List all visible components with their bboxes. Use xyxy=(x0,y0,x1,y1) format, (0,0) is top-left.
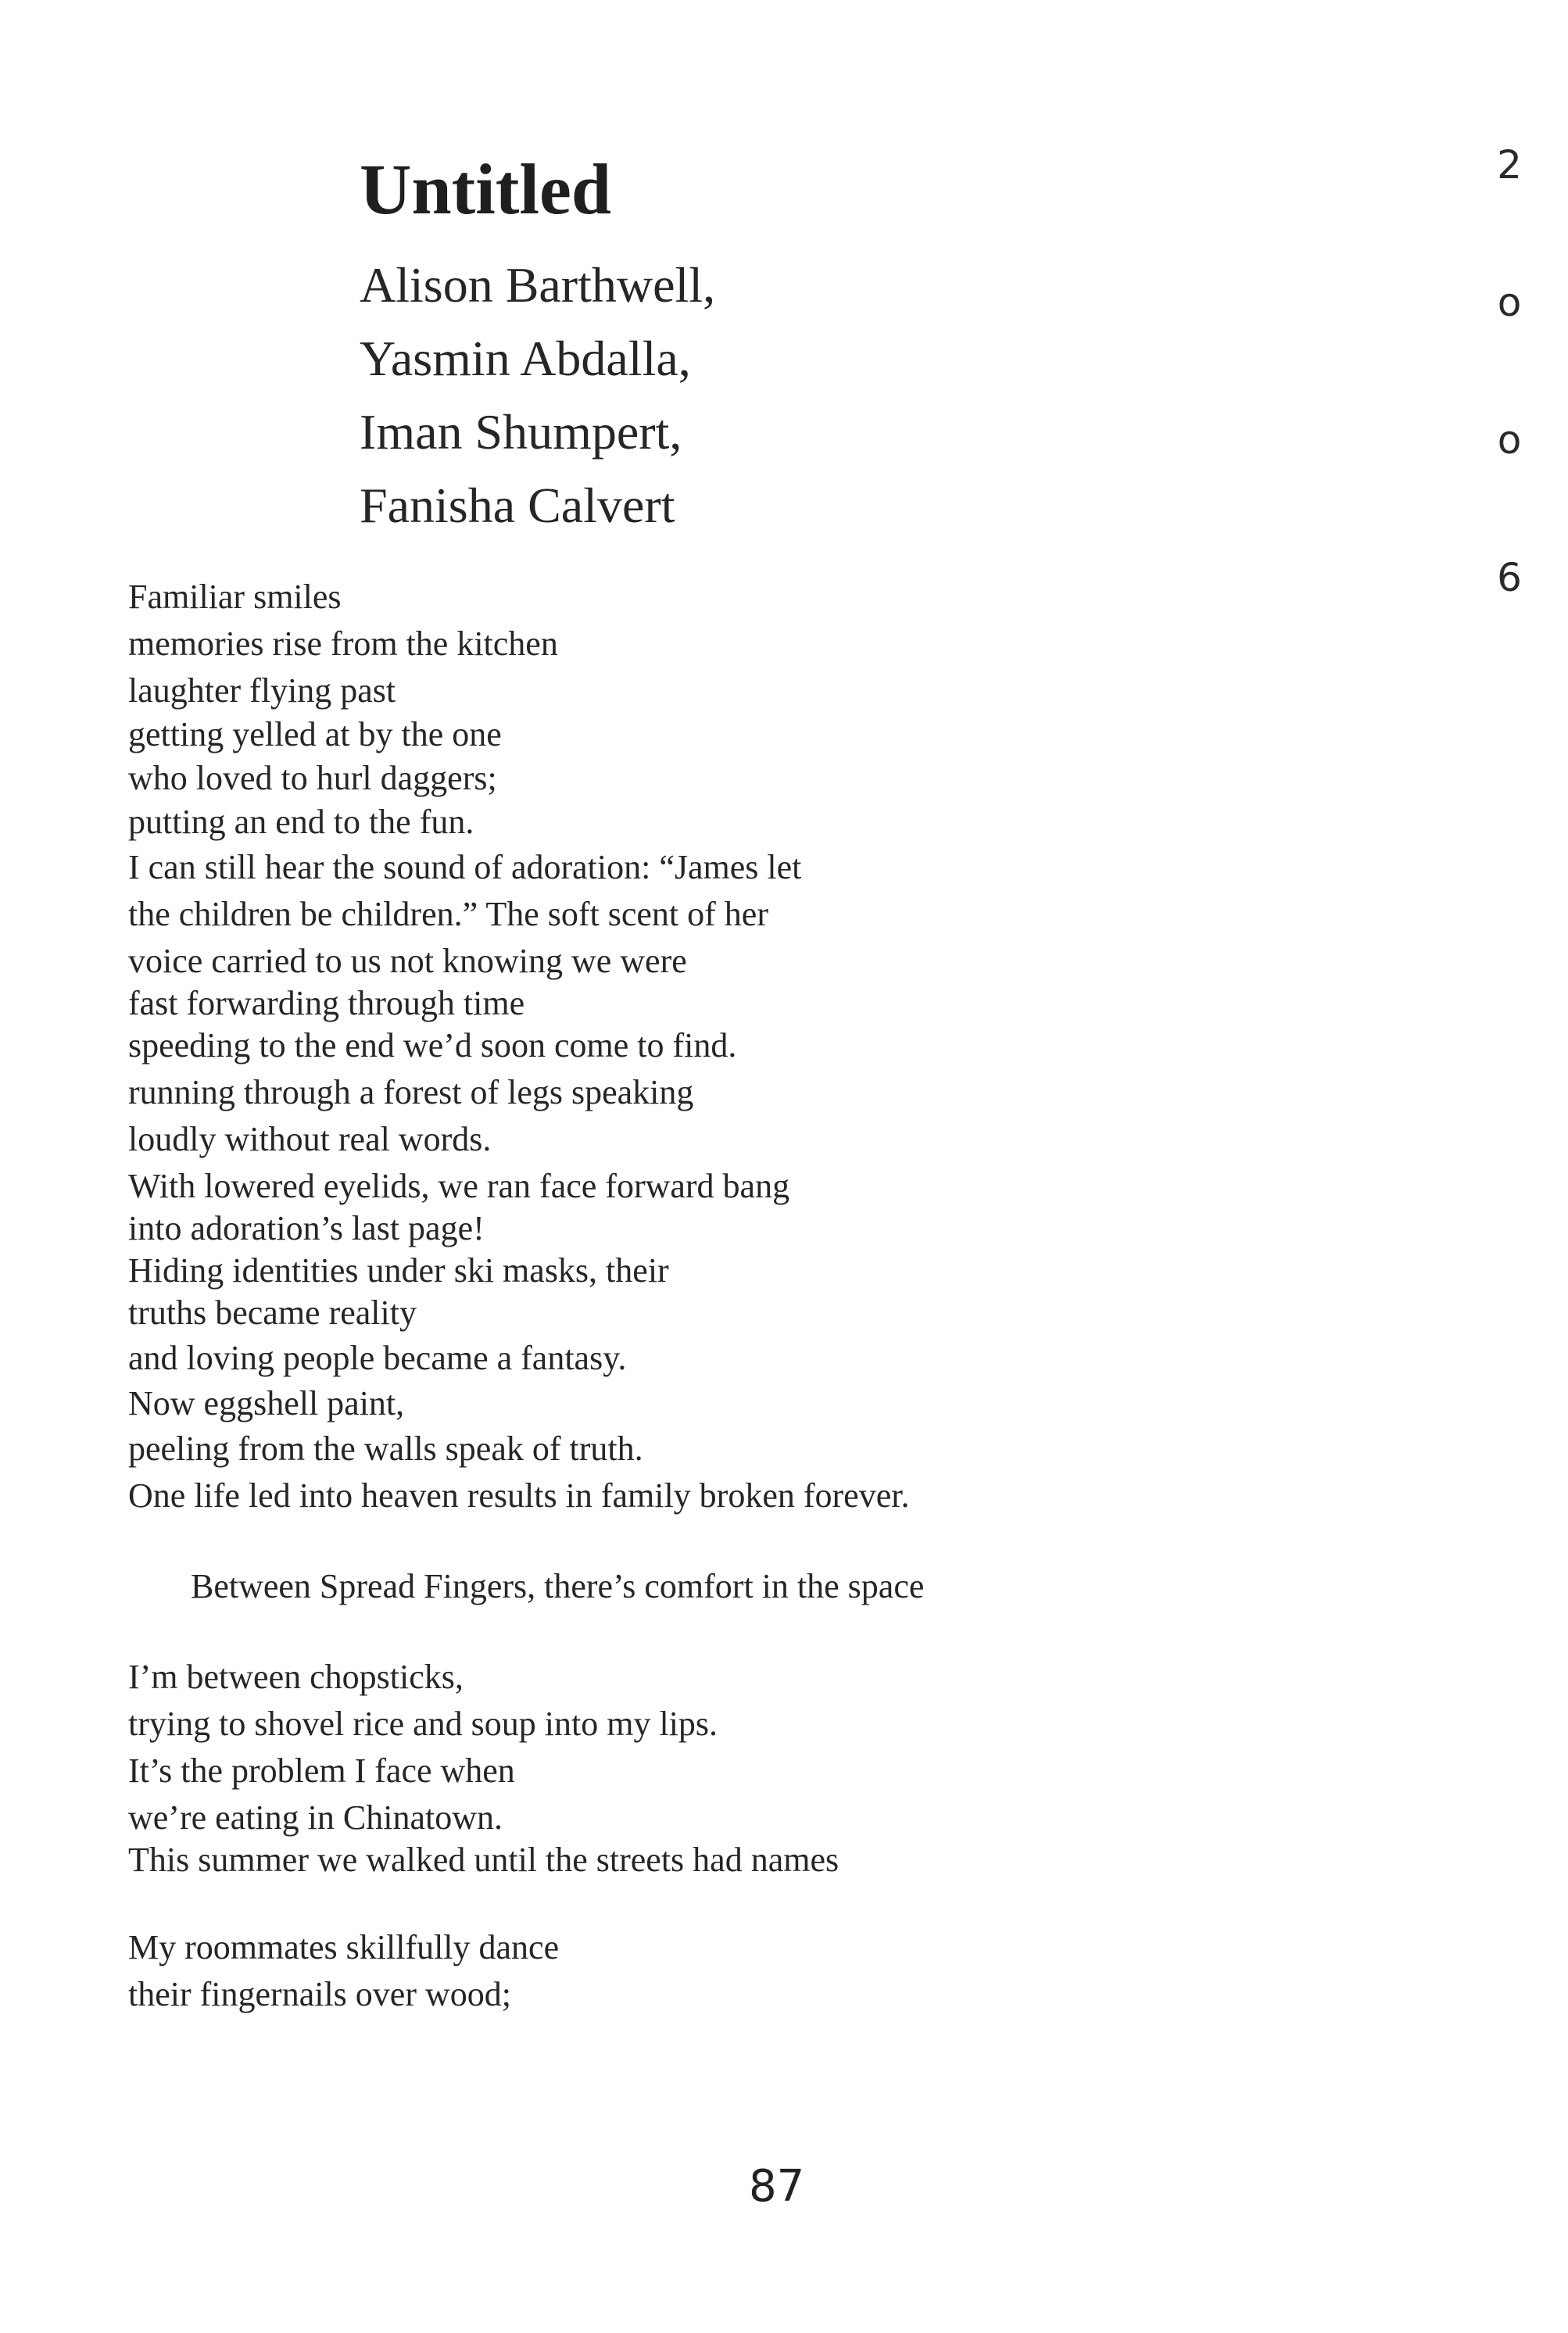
poem-line: putting an end to the fun. xyxy=(128,803,474,841)
year-digit: o xyxy=(1497,280,1522,325)
author-name: Yasmin Abdalla, xyxy=(360,331,691,386)
poem-line: who loved to hurl daggers; xyxy=(128,759,497,797)
author-name: Alison Barthwell, xyxy=(360,257,716,313)
poem-line: fast forwarding through time xyxy=(128,984,525,1022)
section-subtitle: Between Spread Fingers, there’s comfort in the space xyxy=(191,1567,925,1605)
poem-line: and loving people became a fantasy. xyxy=(128,1339,627,1377)
poem-line: loudly without real words. xyxy=(128,1120,492,1158)
poem-line: speeding to the end we’d soon come to find. xyxy=(128,1026,737,1065)
poem-line: Familiar smiles xyxy=(128,578,342,616)
author-name: Iman Shumpert, xyxy=(360,404,682,460)
author-name: Fanisha Calvert xyxy=(360,478,675,533)
page-number: 87 xyxy=(749,2161,805,2212)
poem-line: into adoration’s last page! xyxy=(128,1209,485,1247)
poem-title: Untitled xyxy=(360,149,611,229)
poem-line: Hiding identities under ski masks, their xyxy=(128,1251,669,1290)
poem-line: One life led into heaven results in family broken forever. xyxy=(128,1476,910,1515)
year-vertical xyxy=(1490,142,1529,696)
stanza-3 xyxy=(128,1930,559,2012)
poem-line: getting yelled at by the one xyxy=(128,715,502,753)
poem-line: I can still hear the sound of adoration: “James let xyxy=(128,848,802,886)
stanza-1 xyxy=(128,580,909,1513)
stanza-2 xyxy=(128,1660,839,1877)
poem-line: running through a forest of legs speaking xyxy=(128,1073,694,1111)
poem-line: laughter flying past xyxy=(128,671,396,710)
poem-line: peeling from the walls speak of truth. xyxy=(128,1429,643,1468)
poem-line: trying to shovel rice and soup into my lips. xyxy=(128,1705,718,1743)
year-digit: o xyxy=(1497,417,1522,463)
poem-line: With lowered eyelids, we ran face forward bang xyxy=(128,1167,790,1205)
poem-line: voice carried to us not knowing we were xyxy=(128,942,687,980)
poem-line: Now eggshell paint, xyxy=(128,1384,405,1422)
poem-line: This summer we walked until the streets had names xyxy=(128,1841,839,1879)
poem-line: It’s the problem I face when xyxy=(128,1752,515,1790)
poem-line: we’re eating in Chinatown. xyxy=(128,1798,503,1837)
poem-line: I’m between chopsticks, xyxy=(128,1658,464,1696)
poem-line: their fingernails over wood; xyxy=(128,1975,511,2013)
author-list xyxy=(360,249,715,542)
year-digit: 6 xyxy=(1497,555,1522,600)
poem-line: memories rise from the kitchen xyxy=(128,624,558,663)
poem-line: the children be children.” The soft scent of her xyxy=(128,895,768,933)
year-digit: 2 xyxy=(1497,142,1522,188)
poem-line: truths became reality xyxy=(128,1294,417,1332)
poem-line: My roommates skillfully dance xyxy=(128,1928,560,1966)
